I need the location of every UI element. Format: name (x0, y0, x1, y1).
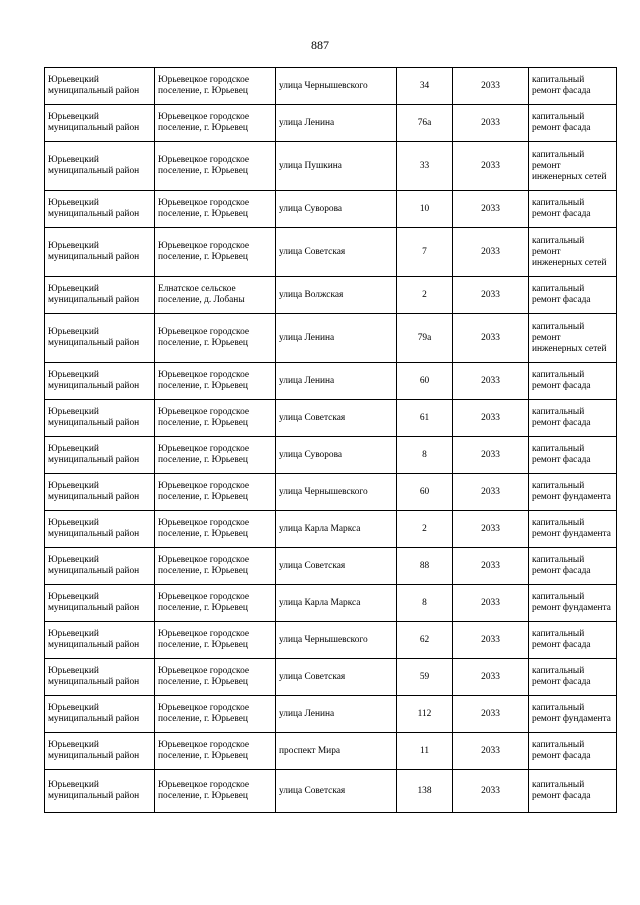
street-cell: улица Советская (276, 400, 397, 437)
district-cell: Юрьевецкий муниципальный район (45, 622, 155, 659)
year-cell: 2033 (453, 585, 529, 622)
year-cell: 2033 (453, 228, 529, 277)
street-cell: улица Советская (276, 548, 397, 585)
street-cell: улица Чернышевского (276, 622, 397, 659)
district-cell: Юрьевецкий муниципальный район (45, 105, 155, 142)
district-cell: Юрьевецкий муниципальный район (45, 585, 155, 622)
work-type-cell: капитальный ремонт фасада (529, 659, 617, 696)
house-number-cell: 138 (397, 770, 453, 813)
house-number-cell: 88 (397, 548, 453, 585)
house-number-cell: 2 (397, 277, 453, 314)
house-number-cell: 76а (397, 105, 453, 142)
work-type-cell: капитальный ремонт фасада (529, 622, 617, 659)
settlement-cell: Юрьевецкое городское поселение, г. Юрьевец (155, 314, 276, 363)
street-cell: улица Пушкина (276, 142, 397, 191)
housing-repair-table (44, 67, 617, 813)
house-number-cell: 10 (397, 191, 453, 228)
street-cell: улица Карла Маркса (276, 511, 397, 548)
year-cell: 2033 (453, 622, 529, 659)
work-type-cell: капитальный ремонт фасада (529, 68, 617, 105)
district-cell: Юрьевецкий муниципальный район (45, 400, 155, 437)
table-row (45, 228, 617, 277)
work-type-cell: капитальный ремонт фундамента (529, 585, 617, 622)
street-cell: улица Чернышевского (276, 474, 397, 511)
street-cell: улица Советская (276, 770, 397, 813)
house-number-cell: 7 (397, 228, 453, 277)
settlement-cell: Юрьевецкое городское поселение, г. Юрьевец (155, 68, 276, 105)
settlement-cell: Юрьевецкое городское поселение, г. Юрьевец (155, 770, 276, 813)
street-cell: улица Советская (276, 659, 397, 696)
settlement-cell: Юрьевецкое городское поселение, г. Юрьевец (155, 105, 276, 142)
table-row (45, 474, 617, 511)
district-cell: Юрьевецкий муниципальный район (45, 474, 155, 511)
district-cell: Юрьевецкий муниципальный район (45, 659, 155, 696)
work-type-cell: капитальный ремонт фасада (529, 277, 617, 314)
house-number-cell: 8 (397, 437, 453, 474)
street-cell: улица Ленина (276, 105, 397, 142)
year-cell: 2033 (453, 696, 529, 733)
district-cell: Юрьевецкий муниципальный район (45, 68, 155, 105)
settlement-cell: Юрьевецкое городское поселение, г. Юрьевец (155, 228, 276, 277)
work-type-cell: капитальный ремонт фундамента (529, 511, 617, 548)
settlement-cell: Юрьевецкое городское поселение, г. Юрьевец (155, 511, 276, 548)
house-number-cell: 61 (397, 400, 453, 437)
house-number-cell: 59 (397, 659, 453, 696)
work-type-cell: капитальный ремонт фасада (529, 105, 617, 142)
year-cell: 2033 (453, 733, 529, 770)
house-number-cell: 2 (397, 511, 453, 548)
district-cell: Юрьевецкий муниципальный район (45, 770, 155, 813)
house-number-cell: 79а (397, 314, 453, 363)
district-cell: Юрьевецкий муниципальный район (45, 363, 155, 400)
year-cell: 2033 (453, 105, 529, 142)
settlement-cell: Елнатское сельское поселение, д. Лобаны (155, 277, 276, 314)
district-cell: Юрьевецкий муниципальный район (45, 314, 155, 363)
street-cell: улица Волжская (276, 277, 397, 314)
street-cell: улица Ленина (276, 314, 397, 363)
work-type-cell: капитальный ремонт инженерных сетей (529, 228, 617, 277)
settlement-cell: Юрьевецкое городское поселение, г. Юрьевец (155, 585, 276, 622)
district-cell: Юрьевецкий муниципальный район (45, 511, 155, 548)
settlement-cell: Юрьевецкое городское поселение, г. Юрьевец (155, 696, 276, 733)
year-cell: 2033 (453, 363, 529, 400)
street-cell: улица Ленина (276, 363, 397, 400)
district-cell: Юрьевецкий муниципальный район (45, 142, 155, 191)
year-cell: 2033 (453, 511, 529, 548)
house-number-cell: 8 (397, 585, 453, 622)
table-row (45, 314, 617, 363)
settlement-cell: Юрьевецкое городское поселение, г. Юрьевец (155, 191, 276, 228)
year-cell: 2033 (453, 68, 529, 105)
table-row (45, 511, 617, 548)
district-cell: Юрьевецкий муниципальный район (45, 277, 155, 314)
district-cell: Юрьевецкий муниципальный район (45, 733, 155, 770)
street-cell: улица Советская (276, 228, 397, 277)
district-cell: Юрьевецкий муниципальный район (45, 228, 155, 277)
table-row (45, 696, 617, 733)
settlement-cell: Юрьевецкое городское поселение, г. Юрьевец (155, 548, 276, 585)
year-cell: 2033 (453, 191, 529, 228)
page-number: 887 (311, 38, 329, 52)
district-cell: Юрьевецкий муниципальный район (45, 548, 155, 585)
table-row (45, 400, 617, 437)
work-type-cell: капитальный ремонт фасада (529, 733, 617, 770)
year-cell: 2033 (453, 437, 529, 474)
year-cell: 2033 (453, 474, 529, 511)
work-type-cell: капитальный ремонт фасада (529, 437, 617, 474)
settlement-cell: Юрьевецкое городское поселение, г. Юрьевец (155, 363, 276, 400)
street-cell: улица Карла Маркса (276, 585, 397, 622)
table-row (45, 105, 617, 142)
house-number-cell: 60 (397, 363, 453, 400)
district-cell: Юрьевецкий муниципальный район (45, 191, 155, 228)
settlement-cell: Юрьевецкое городское поселение, г. Юрьевец (155, 622, 276, 659)
house-number-cell: 33 (397, 142, 453, 191)
table-row (45, 659, 617, 696)
settlement-cell: Юрьевецкое городское поселение, г. Юрьевец (155, 659, 276, 696)
table-row (45, 585, 617, 622)
house-number-cell: 60 (397, 474, 453, 511)
street-cell: проспект Мира (276, 733, 397, 770)
house-number-cell: 112 (397, 696, 453, 733)
year-cell: 2033 (453, 770, 529, 813)
work-type-cell: капитальный ремонт фасада (529, 363, 617, 400)
year-cell: 2033 (453, 400, 529, 437)
settlement-cell: Юрьевецкое городское поселение, г. Юрьевец (155, 400, 276, 437)
district-cell: Юрьевецкий муниципальный район (45, 437, 155, 474)
work-type-cell: капитальный ремонт фасада (529, 770, 617, 813)
work-type-cell: капитальный ремонт инженерных сетей (529, 142, 617, 191)
district-cell: Юрьевецкий муниципальный район (45, 696, 155, 733)
year-cell: 2033 (453, 277, 529, 314)
table-row (45, 363, 617, 400)
work-type-cell: капитальный ремонт фундамента (529, 474, 617, 511)
settlement-cell: Юрьевецкое городское поселение, г. Юрьевец (155, 733, 276, 770)
table-row (45, 733, 617, 770)
house-number-cell: 62 (397, 622, 453, 659)
table-row (45, 622, 617, 659)
year-cell: 2033 (453, 314, 529, 363)
street-cell: улица Суворова (276, 437, 397, 474)
year-cell: 2033 (453, 142, 529, 191)
house-number-cell: 11 (397, 733, 453, 770)
work-type-cell: капитальный ремонт фундамента (529, 696, 617, 733)
work-type-cell: капитальный ремонт фасада (529, 400, 617, 437)
street-cell: улица Чернышевского (276, 68, 397, 105)
work-type-cell: капитальный ремонт инженерных сетей (529, 314, 617, 363)
house-number-cell: 34 (397, 68, 453, 105)
table-row (45, 770, 617, 813)
work-type-cell: капитальный ремонт фасада (529, 191, 617, 228)
table-body (45, 68, 617, 813)
table-row (45, 277, 617, 314)
year-cell: 2033 (453, 659, 529, 696)
table-row (45, 437, 617, 474)
settlement-cell: Юрьевецкое городское поселение, г. Юрьевец (155, 437, 276, 474)
settlement-cell: Юрьевецкое городское поселение, г. Юрьевец (155, 142, 276, 191)
table-row (45, 68, 617, 105)
settlement-cell: Юрьевецкое городское поселение, г. Юрьевец (155, 474, 276, 511)
table-row (45, 548, 617, 585)
work-type-cell: капитальный ремонт фасада (529, 548, 617, 585)
street-cell: улица Ленина (276, 696, 397, 733)
table-row (45, 191, 617, 228)
street-cell: улица Суворова (276, 191, 397, 228)
table-row (45, 142, 617, 191)
year-cell: 2033 (453, 548, 529, 585)
